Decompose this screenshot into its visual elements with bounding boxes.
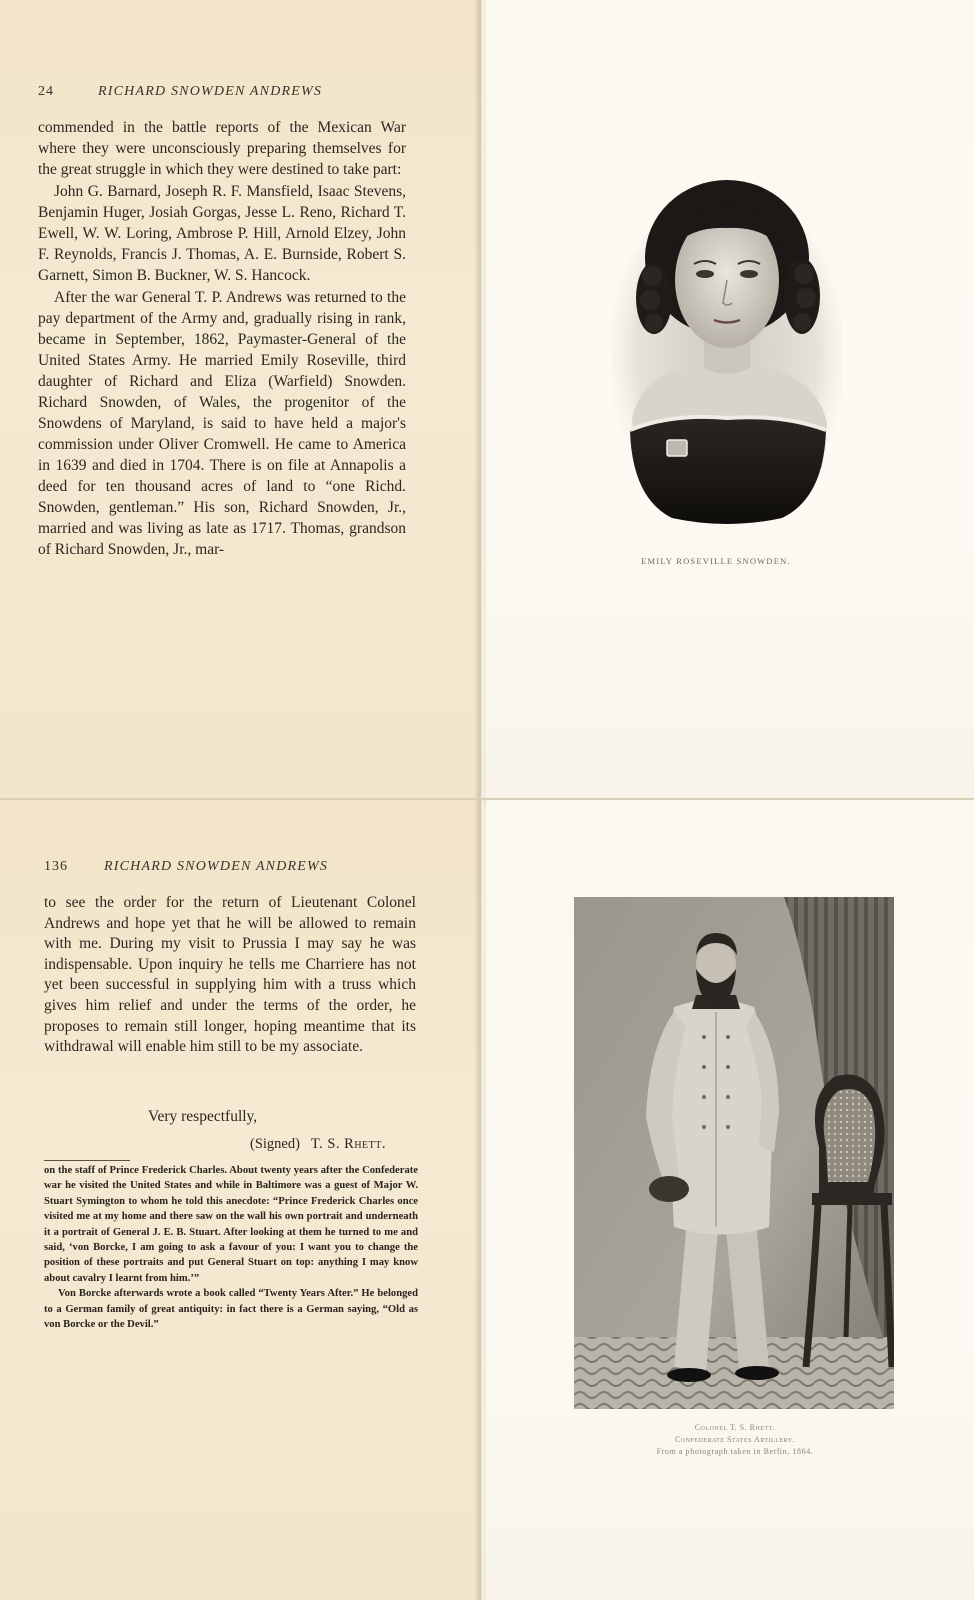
page-136	[0, 800, 484, 1600]
paragraph: commended in the battle reports of the Mexican War where they were unconsciously preparing themselves for the great struggle in which they were destined to take part:	[38, 119, 406, 178]
spine-shadow	[474, 800, 488, 1600]
spine-shadow	[474, 0, 488, 800]
running-title: RICHARD SNOWDEN ANDREWS	[98, 84, 323, 99]
photo-caption	[600, 1422, 870, 1458]
signed-label: (Signed)	[250, 1136, 300, 1152]
footnote-rule	[44, 1160, 130, 1161]
signer-name: T. S. Rhett.	[310, 1136, 387, 1152]
page-24	[0, 0, 484, 800]
footnote: on the staff of Prince Frederick Charles. About twenty years after the Confederate war he visited the United States and while in Baltimore was a guest of Major W. Stuart Symington to whom he told this anecdote: “Prince Frederick Charles once visited me at my home and there saw on the wall his own portrait and underneath it a portrait of General J. E. B. Stuart. After looking at them he turned to me and said, ‘von Borcke, I am going to ask a favour of you: I want you to change the position of these portraits and put General Stuart on top: anything I may know about cavalry I learnt from him.’”	[44, 1165, 418, 1284]
closing-salutation: Very respectfully,	[148, 1108, 258, 1125]
caption-line-source: From a photograph taken in Berlin, 1864.	[656, 1447, 814, 1456]
body-text	[38, 117, 406, 560]
page-number: 24	[38, 84, 54, 99]
paragraph: John G. Barnard, Joseph R. F. Mansfield, Isaac Stevens, Benjamin Huger, Josiah Gorgas, Jesse L. Reno, Richard T. Ewell, W. W. Loring, Ambrose P. Hill, Arnold Elzey, John F. Reynolds, Francis J. Thomas, A. E. Burnside, Robert S. Garnett, Simon B. Buckner, W. S. Hancock.	[38, 183, 406, 284]
page-number: 136	[44, 859, 68, 874]
running-head	[44, 859, 328, 875]
body-text	[44, 893, 416, 1058]
photograph-colonel-rhett	[574, 897, 894, 1409]
paragraph: After the war General T. P. Andrews was returned to the pay department of the Army and, gradually rising in rank, became in September, 1862, Paymaster-General of the United States Army. He married Emily Roseville, third daughter of Richard and Eliza (Warfield) Snowden. Richard Snowden, of Wales, the progenitor of the Snowdens of Maryland, is said to have held a major's commission under Oliver Cromwell. He came to America in 1639 and died in 1704. There is on file at Annapolis a deed for ten thousand acres of land to “one Richd. Snowden, gentleman.” His son, Richard Snowden, Jr., married and was living as late as 1717. Thomas, grandson of Richard Snowden, Jr., mar-	[38, 289, 406, 558]
footnote: Von Borcke afterwards wrote a book called “Twenty Years After.” He belonged to a German family of great antiquity: in fact there is a German saying, “Old as von Borcke or the Devil.”	[44, 1288, 418, 1331]
portrait-emily-snowden	[612, 168, 842, 528]
caption-line-unit: Confederate States Artillery.	[674, 1435, 796, 1444]
footnotes	[44, 1163, 418, 1332]
signature-line	[250, 1136, 386, 1153]
caption-line-name: Colonel T. S. Rhett.	[694, 1423, 776, 1432]
paragraph: to see the order for the return of Lieutenant Colonel Andrews and hope yet that he will be allowed to remain with me. During my visit to Prussia I may say he was indispensable. Upon inquiry he tells me Charriere has not yet been successful in supplying him with a truss which gives him relief and under the terms of the order, he proposes to remain still longer, hoping meantime that its withdrawal will enable him still to be my associate.	[44, 894, 416, 1056]
plate-caption: EMILY ROSEVILLE SNOWDEN.	[641, 556, 791, 566]
running-head	[38, 84, 322, 100]
running-title: RICHARD SNOWDEN ANDREWS	[104, 859, 329, 874]
